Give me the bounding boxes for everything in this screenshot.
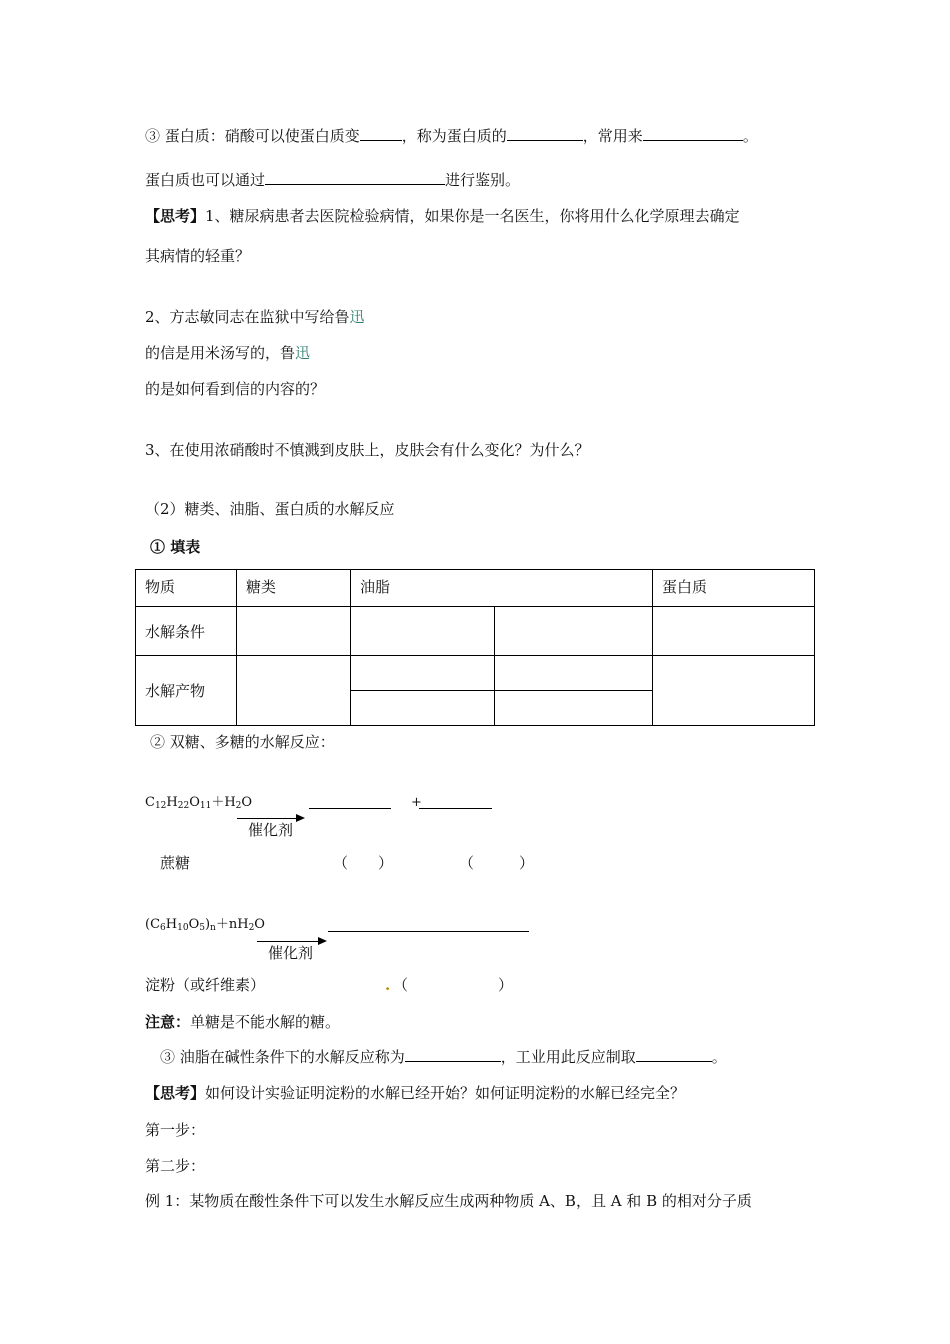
q3b-prefix: 蛋白质也可以通过: [145, 171, 266, 189]
note-text: 单糖是不能水解的糖。: [190, 1013, 341, 1031]
table-cell-sugar-product[interactable]: [237, 656, 351, 726]
think1-line1: [145, 206, 740, 226]
table-header-fat: 油脂: [351, 570, 653, 607]
eq2-f-c: O: [188, 917, 200, 932]
think4-text: 如何设计实验证明淀粉的水解已经开始？如何证明淀粉的水解已经完全？: [205, 1084, 686, 1102]
table-header-substance: 物质: [136, 570, 237, 607]
fat-line: [160, 1047, 727, 1067]
q3-blank-1[interactable]: [360, 126, 402, 141]
eq2-sub1: 6: [160, 923, 166, 933]
eq1-blank-1[interactable]: [309, 794, 391, 809]
eq2-f-e: ＋nH: [215, 917, 249, 932]
eq2-catalyst: 催化剂: [268, 944, 314, 962]
table-cell-fat-product-2b[interactable]: [495, 691, 653, 726]
table-row-product-label: 水解产物: [136, 656, 237, 726]
eq1-sub2: 22: [177, 801, 190, 811]
eq1-catalyst: 催化剂: [248, 821, 294, 839]
table-header-protein: 蛋白质: [653, 570, 815, 607]
step1-line: 第一步：: [145, 1121, 206, 1139]
table-cell-fat-condition-1[interactable]: [351, 607, 495, 656]
think3-line: 3、在使用浓硝酸时不慎溅到皮肤上，皮肤会有什么变化？为什么？: [145, 441, 590, 459]
fat-blank-1[interactable]: [405, 1047, 501, 1062]
think2-line2: [145, 343, 310, 363]
eq1-sub4: 2: [235, 801, 242, 811]
eq2-dot: .: [385, 976, 391, 994]
eq1-plus: +: [411, 795, 422, 810]
eq1-blank-2[interactable]: [419, 794, 492, 809]
eq1-f-a: C: [145, 795, 155, 810]
note-line: [145, 1012, 340, 1032]
eq1-sub1: 12: [154, 801, 167, 811]
eq2-formula: [145, 915, 265, 938]
eq1-paren-2: （ ）: [459, 854, 535, 872]
think2-text2a: 的信是用米汤写的，鲁: [145, 344, 296, 362]
eq2-blank[interactable]: [328, 917, 529, 932]
eq1-arrowhead: [296, 814, 305, 822]
think2-line1: [145, 307, 365, 327]
q3b-line: [145, 170, 520, 190]
table-row-condition-label: 水解条件: [136, 607, 237, 656]
table-header-sugar: 糖类: [237, 570, 351, 607]
eq2-sub5: 2: [248, 923, 255, 933]
eq1-paren-1: （ ）: [333, 854, 394, 872]
table-cell-fat-product-1a[interactable]: [351, 656, 495, 691]
q3-prefix: ③ 蛋白质：硝酸可以使蛋白质变: [145, 127, 360, 145]
fat-end: 。: [711, 1048, 727, 1066]
q3-mid2: ，常用来: [582, 127, 643, 145]
eq2-f-a: (C: [145, 917, 161, 932]
think4-line: [145, 1083, 685, 1103]
eq2-f-f: O: [254, 917, 265, 932]
eq1-formula: [145, 793, 252, 816]
fat-mid: ，工业用此反应制取: [500, 1048, 636, 1066]
section2-heading: （2）糖类、油脂、蛋白质的水解反应: [145, 500, 395, 518]
think2-text2b: 迅: [295, 344, 311, 362]
q3b-blank[interactable]: [265, 170, 445, 185]
eq2-arrowhead: [318, 937, 327, 945]
eq2-paren: （ ）: [393, 976, 514, 994]
q3b-end: 进行鉴别。: [445, 171, 521, 189]
eq2-arrow-line: [257, 941, 319, 942]
example1-line: 例 1：某物质在酸性条件下可以发生水解反应生成两种物质 A、B，且 A 和 B 的相对分子质: [145, 1192, 752, 1210]
table-cell-fat-product-2a[interactable]: [495, 656, 653, 691]
q3-blank-3[interactable]: [643, 126, 743, 141]
q3-blank-2[interactable]: [507, 126, 583, 141]
eq1-name: 蔗糖: [160, 854, 191, 872]
eq1-f-b: H: [166, 795, 178, 810]
disaccharide-heading: ② 双糖、多糖的水解反应：: [150, 733, 335, 751]
table-cell-protein-product[interactable]: [653, 656, 815, 726]
q3-end: 。: [742, 127, 758, 145]
think1-line2: 其病情的轻重？: [145, 247, 251, 265]
eq1-f-c: O: [189, 795, 200, 810]
eq1-arrow-line: [237, 818, 297, 819]
q3-line: [145, 126, 758, 146]
table-cell-sugar-condition[interactable]: [237, 607, 351, 656]
think1-tag: 【思考】: [145, 207, 206, 225]
fat-blank-2[interactable]: [636, 1047, 712, 1062]
think2-line3: 的是如何看到信的内容的？: [145, 380, 326, 398]
eq2-f-d: ): [204, 917, 211, 932]
q3-mid1: ，称为蛋白质的: [401, 127, 507, 145]
eq2-sub4: n: [210, 923, 216, 933]
table-cell-fat-product-1b[interactable]: [351, 691, 495, 726]
hydrolysis-table: [135, 569, 815, 726]
eq1-sub3: 11: [199, 801, 212, 811]
eq2-sub2: 10: [177, 923, 189, 933]
eq2-name: 淀粉（或纤维素）: [145, 976, 266, 994]
think2-text1a: 2、方志敏同志在监狱中写给鲁: [145, 308, 350, 326]
fat-prefix: ③ 油脂在碱性条件下的水解反应称为: [160, 1048, 405, 1066]
think1-text1: 1、糖尿病患者去医院检验病情，如果你是一名医生，你将用什么化学原理去确定: [205, 207, 740, 225]
note-tag: 注意：: [145, 1013, 191, 1031]
eq2-sub3: 5: [199, 923, 205, 933]
fill-table-title: ① 填表: [150, 538, 201, 556]
eq2-f-b: H: [165, 917, 178, 932]
think2-text1b: 迅: [349, 308, 365, 326]
eq1-f-e: O: [241, 795, 253, 810]
step2-line: 第二步：: [145, 1157, 206, 1175]
eq1-f-d: ＋H: [211, 795, 236, 810]
think4-tag: 【思考】: [145, 1084, 206, 1102]
table-cell-fat-condition-2[interactable]: [495, 607, 653, 656]
table-cell-protein-condition[interactable]: [653, 607, 815, 656]
